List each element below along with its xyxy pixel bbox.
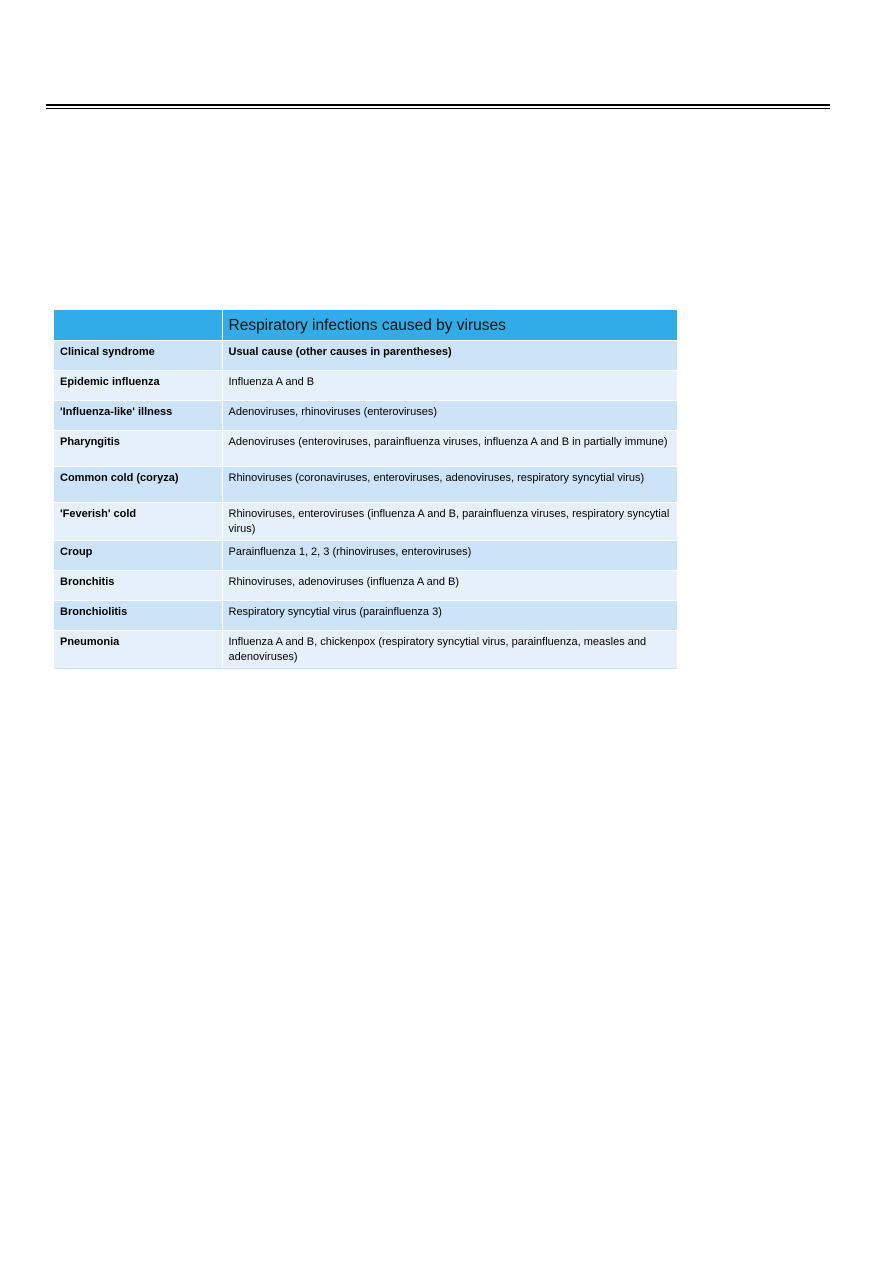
table-row (54, 571, 677, 601)
cause-cell: Rhinoviruses, adenoviruses (influenza A and B) (222, 571, 677, 601)
cause-cell: Adenoviruses, rhinoviruses (enteroviruses) (222, 401, 677, 431)
syndrome-cell: Epidemic influenza (54, 371, 222, 401)
table-row (54, 631, 677, 669)
cause-cell: Respiratory syncytial virus (parainfluenza 3) (222, 601, 677, 631)
cause-cell: Rhinoviruses, enteroviruses (influenza A and B, parainfluenza viruses, respiratory syncytial virus) (222, 503, 677, 541)
table-title-blank-cell (54, 310, 222, 341)
syndrome-cell: 'Influenza-like' illness (54, 401, 222, 431)
syndrome-cell: Pneumonia (54, 631, 222, 669)
syndrome-cell: Croup (54, 541, 222, 571)
viral-respiratory-infections-table (54, 310, 677, 669)
cause-cell: Parainfluenza 1, 2, 3 (rhinoviruses, enteroviruses) (222, 541, 677, 571)
cause-cell: Influenza A and B (222, 371, 677, 401)
table-title: Respiratory infections caused by viruses (222, 310, 677, 341)
syndrome-cell: 'Feverish' cold (54, 503, 222, 541)
table-title-row (54, 310, 677, 341)
syndrome-cell: Bronchiolitis (54, 601, 222, 631)
syndrome-cell: Pharyngitis (54, 431, 222, 467)
cause-cell: Rhinoviruses (coronaviruses, enteroviruses, adenoviruses, respiratory syncytial virus) (222, 467, 677, 503)
table-row (54, 467, 677, 503)
syndrome-cell: Bronchitis (54, 571, 222, 601)
column-header-usual-cause: Usual cause (other causes in parentheses) (222, 341, 677, 371)
table-row (54, 601, 677, 631)
table-row (54, 431, 677, 467)
table-row (54, 541, 677, 571)
table-row (54, 401, 677, 431)
table-row (54, 371, 677, 401)
column-header-clinical-syndrome: Clinical syndrome (54, 341, 222, 371)
table-column-header-row (54, 341, 677, 371)
cause-cell: Adenoviruses (enteroviruses, parainfluenza viruses, influenza A and B in partially immune) (222, 431, 677, 467)
syndrome-cell: Common cold (coryza) (54, 467, 222, 503)
header-double-rule (46, 104, 830, 109)
table-row (54, 503, 677, 541)
cause-cell: Influenza A and B, chickenpox (respiratory syncytial virus, parainfluenza, measles and adenoviruses) (222, 631, 677, 669)
